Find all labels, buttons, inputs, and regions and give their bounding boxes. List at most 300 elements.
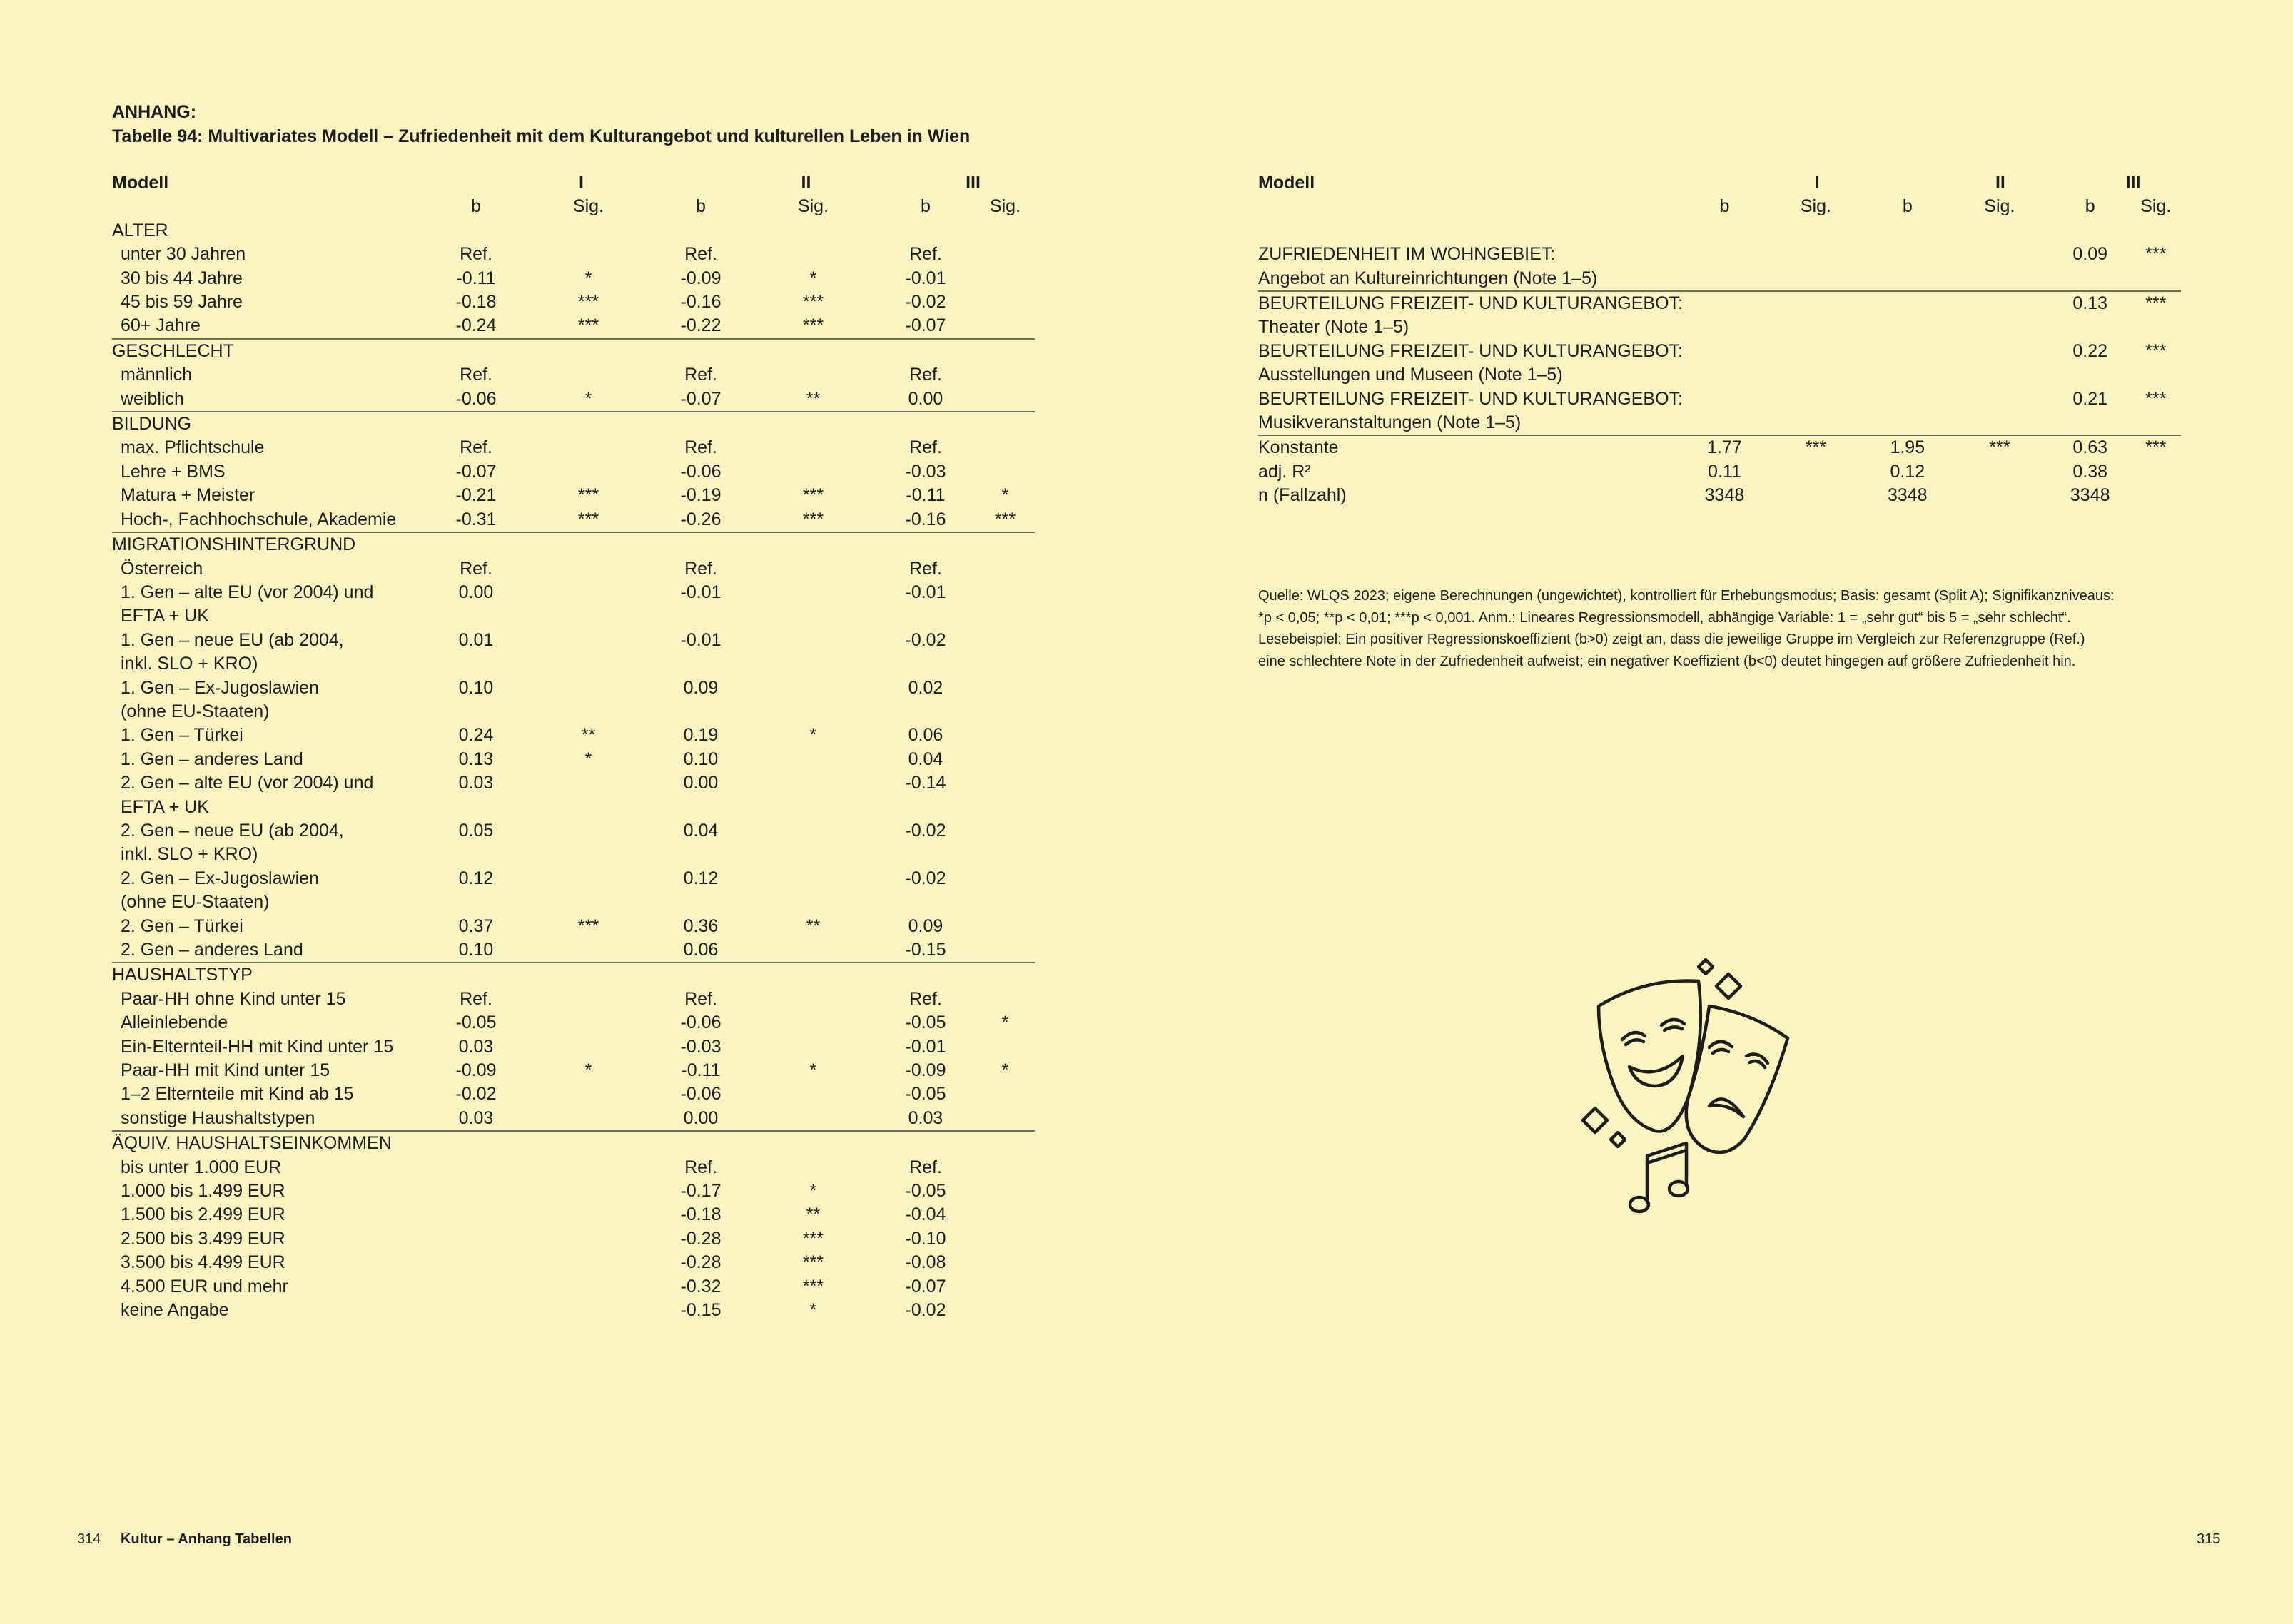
table-row	[112, 938, 1035, 963]
cell-b	[1683, 387, 1766, 411]
cell-sig	[751, 819, 876, 843]
cell-b: Ref.	[684, 988, 717, 1009]
cell-sig	[1766, 484, 1866, 507]
cell-sig: *	[1001, 1060, 1009, 1081]
cell-b	[426, 1275, 526, 1299]
row-label: 4.500 EUR und mehr	[121, 1276, 288, 1296]
cell-sig: ***	[802, 1228, 824, 1249]
cell-sig	[976, 1227, 1035, 1251]
cell-sig	[526, 1035, 651, 1059]
row-label: 1. Gen – anderes Land	[121, 748, 303, 769]
cell-b: -0.31	[455, 509, 497, 529]
cell-sig	[751, 629, 876, 652]
cell-b: -0.19	[680, 485, 722, 506]
cell-b: 0.00	[683, 773, 719, 793]
cell-b: 0.01	[458, 629, 494, 650]
cell-sig	[976, 1156, 1035, 1179]
cell-sig	[526, 243, 651, 266]
cell-b: 0.09	[908, 915, 943, 936]
table-row	[1258, 363, 2181, 387]
cell-b	[2050, 315, 2130, 339]
cell-b	[1866, 315, 1950, 339]
cell-sig: **	[806, 1204, 821, 1225]
cell-b	[426, 1227, 526, 1251]
col-b: b	[1902, 196, 1913, 217]
cell-sig	[1766, 387, 1866, 411]
cell-sig	[2130, 484, 2181, 507]
cell-b	[876, 796, 976, 819]
footnote-line: *p < 0,05; **p < 0,01; ***p < 0,001. Anm.: Lineares Regressionsmodell, abhängige Variable: 1 = „sehr gut“ bis 5 = „sehr schlecht“.	[1258, 609, 2071, 626]
cell-sig	[751, 700, 876, 724]
cell-b: Ref.	[909, 988, 942, 1009]
row-label: inkl. SLO + KRO)	[121, 654, 258, 674]
cell-b: -0.32	[680, 1276, 722, 1296]
section-title: GESCHLECHT	[112, 339, 1035, 363]
row-label: Musikveranstaltungen (Note 1–5)	[1258, 412, 1522, 433]
row-label: 2. Gen – anderes Land	[121, 940, 303, 960]
row-label: Alleinlebende	[121, 1013, 228, 1033]
row-label: 45 bis 59 Jahre	[121, 292, 243, 313]
cell-b: -0.09	[455, 1060, 497, 1081]
cell-b	[426, 652, 526, 676]
cell-sig: ***	[994, 509, 1016, 529]
cell-sig: ***	[2145, 388, 2167, 409]
cell-sig	[976, 867, 1035, 890]
cell-sig	[751, 843, 876, 866]
cell-b: -0.06	[455, 388, 497, 409]
section-title-row	[112, 339, 1035, 363]
cell-sig	[2130, 315, 2181, 339]
table-row	[112, 557, 1035, 581]
cell-b: -0.18	[680, 1204, 722, 1225]
table-row	[112, 1011, 1035, 1035]
table-row	[112, 1179, 1035, 1203]
cell-b	[1866, 387, 1950, 411]
cell-b: -0.01	[905, 582, 946, 602]
row-label: weiblich	[121, 388, 184, 409]
row-label: Hoch-, Fachhochschule, Akademie	[121, 509, 397, 529]
cell-b	[1683, 267, 1766, 291]
cell-b: 0.22	[2072, 340, 2108, 361]
row-label: 1.500 bis 2.499 EUR	[121, 1204, 285, 1225]
cell-sig: *	[809, 1300, 817, 1321]
cell-b: 0.12	[683, 868, 719, 888]
col-b: b	[921, 196, 931, 217]
cell-b: 1.95	[1866, 435, 1950, 460]
cell-b: -0.02	[905, 868, 946, 888]
section-title-row	[112, 532, 1035, 557]
cell-sig	[526, 819, 651, 843]
cell-b	[651, 700, 751, 724]
cell-b: -0.05	[905, 1181, 946, 1202]
row-label: n (Fallzahl)	[1258, 485, 1347, 506]
cell-b: -0.16	[680, 292, 722, 313]
cell-b: -0.03	[905, 461, 946, 482]
table-row	[112, 508, 1035, 532]
table-row	[112, 1251, 1035, 1274]
cell-b: Ref.	[460, 558, 492, 579]
cell-sig	[751, 363, 876, 387]
table-heading	[112, 100, 970, 148]
cell-b	[1683, 315, 1766, 339]
cell-b: 3348	[1887, 485, 1928, 506]
row-label: 60+ Jahre	[121, 315, 201, 336]
cell-sig	[976, 1203, 1035, 1227]
cell-sig	[976, 724, 1035, 747]
cell-sig	[976, 1107, 1035, 1131]
cell-b: 0.00	[458, 582, 494, 602]
cell-sig: ***	[2145, 340, 2167, 361]
row-label: Theater (Note 1–5)	[1258, 317, 1409, 338]
cell-b	[651, 796, 751, 819]
cell-b: 0.00	[908, 388, 943, 409]
table-row	[112, 843, 1035, 866]
table-row	[112, 748, 1035, 771]
cell-sig: **	[806, 388, 821, 409]
row-label: 2.500 bis 3.499 EUR	[121, 1228, 285, 1249]
table-row	[112, 1035, 1035, 1059]
cell-sig: *	[584, 748, 592, 769]
cell-sig	[1950, 363, 2050, 387]
cell-sig	[2130, 363, 2181, 387]
table-row	[112, 915, 1035, 938]
cell-b: Ref.	[684, 244, 717, 265]
cell-sig	[2130, 411, 2181, 435]
cell-sig	[976, 890, 1035, 914]
cell-sig	[526, 938, 651, 963]
row-label: sonstige Haushaltstypen	[121, 1107, 315, 1128]
table-row	[1258, 291, 2181, 315]
row-label: max. Pflichtschule	[121, 437, 265, 458]
cell-sig	[1950, 411, 2050, 435]
cell-b	[651, 604, 751, 628]
table-row	[112, 604, 1035, 628]
cell-b	[426, 700, 526, 724]
cell-b: -0.07	[905, 1276, 946, 1296]
cell-sig	[526, 363, 651, 387]
cell-b: Ref.	[684, 1157, 717, 1177]
cell-b	[1683, 340, 1766, 363]
row-label: ZUFRIEDENHEIT IM WOHNGEBIET:	[1258, 244, 1556, 265]
cell-b: 0.12	[458, 868, 494, 888]
cell-sig	[526, 1299, 651, 1322]
cell-b: 0.00	[683, 1107, 719, 1128]
cell-sig: **	[806, 915, 821, 936]
cell-b: Ref.	[460, 437, 492, 458]
cell-b	[1866, 243, 1950, 266]
cell-sig	[751, 771, 876, 795]
cell-b	[876, 604, 976, 628]
cell-b: 0.13	[458, 748, 494, 769]
cell-sig	[1766, 315, 1866, 339]
cell-b	[651, 843, 751, 866]
cell-sig	[526, 676, 651, 700]
cell-b	[426, 604, 526, 628]
cell-sig	[1950, 267, 2050, 291]
cell-sig	[976, 460, 1035, 484]
cell-sig	[976, 771, 1035, 795]
cell-b: -0.01	[680, 629, 722, 650]
cell-sig: *	[1001, 1013, 1009, 1033]
col-sig: Sig.	[989, 196, 1021, 217]
table-row	[1258, 435, 2181, 460]
cell-b: 0.03	[908, 1107, 943, 1128]
cell-sig	[976, 700, 1035, 724]
cell-b	[876, 700, 976, 724]
row-label: 3.500 bis 4.499 EUR	[121, 1252, 285, 1273]
cell-sig	[976, 629, 1035, 652]
cell-b: 0.10	[683, 748, 719, 769]
cell-b: 0.06	[908, 725, 943, 746]
cell-b: -0.28	[680, 1252, 722, 1273]
cell-sig	[751, 1082, 876, 1106]
cell-sig	[751, 1035, 876, 1059]
row-label: Lehre + BMS	[121, 461, 226, 482]
cell-sig	[751, 243, 876, 266]
cell-b: 0.06	[683, 940, 719, 960]
cell-b	[1866, 267, 1950, 291]
row-label: 1. Gen – Türkei	[121, 725, 243, 746]
cell-sig	[526, 1227, 651, 1251]
cell-b: 0.03	[458, 773, 494, 793]
cell-b: 0.04	[908, 748, 943, 769]
cell-b: 0.63	[2050, 435, 2130, 460]
table-title: Tabelle 94: Multivariates Modell – Zufriedenheit mit dem Kulturangebot und kulturellen Leben in Wien	[112, 126, 971, 146]
cell-sig	[1950, 484, 2050, 507]
table-header-models	[1258, 171, 2181, 195]
table-row	[112, 890, 1035, 914]
page-number-right: 315	[2197, 1531, 2221, 1547]
cell-b: Ref.	[460, 988, 492, 1009]
col-sig: Sig.	[2140, 196, 2172, 217]
appendix-label: ANHANG:	[112, 102, 197, 122]
cell-b: -0.18	[455, 292, 497, 313]
cell-b: 0.19	[683, 725, 719, 746]
cell-sig	[976, 436, 1035, 460]
cell-sig	[976, 843, 1035, 866]
cell-b	[1683, 363, 1766, 387]
cell-b: -0.06	[680, 1013, 722, 1033]
cell-b	[1683, 411, 1766, 435]
cell-sig	[526, 1011, 651, 1035]
cell-b: -0.16	[905, 509, 946, 529]
table-header-columns	[112, 195, 1035, 218]
cell-sig	[976, 604, 1035, 628]
cell-b: -0.22	[680, 315, 722, 336]
section-title-row	[112, 412, 1035, 436]
cell-b: -0.21	[455, 485, 497, 506]
cell-b: 0.24	[458, 725, 494, 746]
cell-sig	[751, 436, 876, 460]
cell-b	[426, 1251, 526, 1274]
cell-b: -0.04	[905, 1204, 946, 1225]
cell-b: Ref.	[684, 558, 717, 579]
col-b: b	[1719, 196, 1730, 217]
section-title: BILDUNG	[112, 412, 1035, 436]
table-row	[112, 1299, 1035, 1322]
cell-b	[426, 1299, 526, 1322]
cell-sig	[751, 938, 876, 963]
cell-b	[1866, 363, 1950, 387]
row-label: Paar-HH mit Kind unter 15	[121, 1060, 330, 1081]
cell-sig	[976, 938, 1035, 963]
cell-b: -0.15	[905, 940, 946, 960]
cell-sig: ***	[577, 485, 599, 506]
cell-sig: ***	[577, 915, 599, 936]
cell-b: Ref.	[909, 365, 942, 385]
row-label: 2. Gen – alte EU (vor 2004) und	[121, 773, 374, 793]
cell-sig	[751, 867, 876, 890]
model-header: Modell	[112, 173, 169, 193]
cell-b	[1866, 291, 1950, 315]
table-row	[112, 867, 1035, 890]
cell-b: -0.15	[680, 1300, 722, 1321]
table-row	[112, 1227, 1035, 1251]
cell-b: 0.38	[2072, 461, 2108, 482]
cell-sig	[526, 1251, 651, 1274]
footnote-line: Lesebeispiel: Ein positiver Regressionskoeffizient (b>0) zeigt an, dass die jeweilige Gruppe im Vergleich zur Referenzgruppe (Ref.)	[1258, 631, 2085, 647]
cell-sig	[1766, 411, 1866, 435]
model-header-II: II	[1995, 173, 2005, 193]
cell-b: 0.21	[2072, 388, 2108, 409]
table-row	[1258, 411, 2181, 435]
cell-sig: ***	[577, 292, 599, 313]
cell-sig: ***	[577, 315, 599, 336]
section-title: MIGRATIONSHINTERGRUND	[112, 532, 1035, 557]
cell-b	[2050, 363, 2130, 387]
cell-b: 0.04	[683, 820, 719, 841]
cell-b: Ref.	[460, 244, 492, 265]
model-header-I: I	[579, 173, 584, 193]
row-label: Österreich	[121, 558, 203, 579]
cell-b: 0.03	[458, 1036, 494, 1057]
cell-b	[1683, 243, 1766, 266]
cell-b	[876, 652, 976, 676]
cell-b	[426, 890, 526, 914]
cell-sig	[976, 314, 1035, 338]
cell-sig: ***	[1950, 435, 2050, 460]
table-row	[112, 314, 1035, 338]
cell-sig	[976, 915, 1035, 938]
cell-sig	[751, 1156, 876, 1179]
section-name: Kultur – Anhang Tabellen	[120, 1531, 292, 1547]
cell-b: 0.10	[458, 677, 494, 698]
cell-b: -0.07	[905, 315, 946, 336]
table-row	[112, 1059, 1035, 1082]
cell-b	[2050, 411, 2130, 435]
row-label: 1. Gen – neue EU (ab 2004,	[121, 629, 344, 650]
row-label: EFTA + UK	[121, 606, 209, 626]
cell-sig: *	[809, 1060, 817, 1081]
cell-sig	[526, 436, 651, 460]
cell-b	[426, 796, 526, 819]
cell-b: -0.01	[680, 582, 722, 602]
row-label: 1–2 Elternteile mit Kind ab 15	[121, 1084, 354, 1105]
table-header-models	[112, 171, 1035, 195]
cell-sig	[526, 629, 651, 652]
table-header-columns	[1258, 195, 2181, 218]
cell-b: Ref.	[460, 365, 492, 385]
cell-b: Ref.	[909, 437, 942, 458]
cell-b: 0.10	[458, 940, 494, 960]
cell-b: -0.03	[680, 1036, 722, 1057]
cell-b: -0.07	[455, 461, 497, 482]
cell-sig	[976, 387, 1035, 412]
cell-b: Ref.	[909, 1157, 942, 1177]
row-label: 1.000 bis 1.499 EUR	[121, 1181, 285, 1202]
col-sig: Sig.	[1800, 196, 1831, 217]
cell-sig	[1766, 243, 1866, 266]
cell-b: -0.07	[680, 388, 722, 409]
page-number-left: 314	[77, 1531, 101, 1547]
cell-sig	[976, 796, 1035, 819]
cell-b: -0.11	[906, 485, 946, 506]
cell-sig	[526, 988, 651, 1011]
table-row	[1258, 267, 2181, 291]
cell-sig	[526, 700, 651, 724]
row-label: 30 bis 44 Jahre	[121, 268, 243, 288]
row-label: bis unter 1.000 EUR	[121, 1157, 282, 1177]
row-label: adj. R²	[1258, 461, 1311, 482]
cell-b: -0.06	[680, 461, 722, 482]
cell-b: 1.77	[1683, 435, 1766, 460]
cell-sig: ***	[2130, 435, 2181, 460]
table-row	[112, 629, 1035, 652]
cell-sig	[1766, 363, 1866, 387]
cell-sig	[526, 1156, 651, 1179]
table-row	[112, 1275, 1035, 1299]
cell-sig	[976, 290, 1035, 314]
cell-b	[1866, 340, 1950, 363]
model-header-III: III	[2125, 173, 2141, 193]
cell-sig: ***	[802, 485, 824, 506]
spacer-row	[1258, 219, 2181, 243]
cell-sig	[976, 581, 1035, 604]
cell-sig	[1950, 243, 2050, 266]
table-row	[112, 363, 1035, 387]
row-label: 2. Gen – Ex-Jugoslawien	[121, 868, 319, 888]
cell-b: Ref.	[909, 244, 942, 265]
cell-sig: *	[809, 725, 817, 746]
cell-sig: ***	[2145, 244, 2167, 265]
cell-sig	[526, 1179, 651, 1203]
cell-b: -0.26	[680, 509, 722, 529]
col-sig: Sig.	[1984, 196, 2015, 217]
cell-sig	[976, 676, 1035, 700]
cell-b	[876, 843, 976, 866]
cell-sig	[976, 1275, 1035, 1299]
table-row	[112, 1107, 1035, 1131]
cell-sig	[526, 890, 651, 914]
table-row	[112, 436, 1035, 460]
cell-sig	[976, 363, 1035, 387]
cell-b: 0.09	[683, 677, 719, 698]
cell-b: -0.02	[905, 292, 946, 313]
cell-sig	[976, 267, 1035, 290]
cell-b: -0.02	[905, 1300, 946, 1321]
cell-b: 0.37	[458, 915, 494, 936]
cell-b: 0.02	[908, 677, 943, 698]
cell-sig: ***	[802, 292, 824, 313]
cell-sig	[751, 1011, 876, 1035]
row-label: 2. Gen – Türkei	[121, 915, 243, 936]
cell-sig	[1950, 315, 2050, 339]
table-row	[1258, 460, 2181, 484]
table-row	[112, 700, 1035, 724]
cell-sig	[976, 1082, 1035, 1106]
model-header-I: I	[1814, 173, 1820, 193]
cell-sig	[526, 771, 651, 795]
